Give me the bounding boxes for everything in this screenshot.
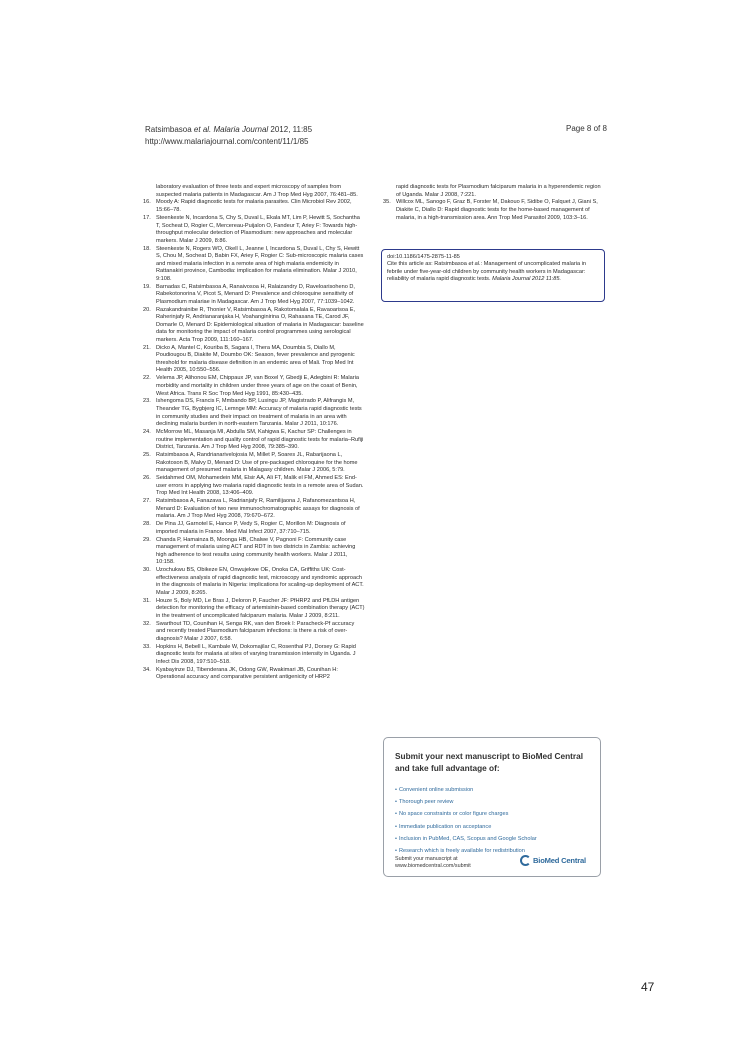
reference-item [143, 375, 365, 398]
reference-item [143, 644, 365, 667]
reference-number: 23. [143, 398, 151, 405]
reference-item [143, 307, 365, 345]
reference-text: Razakandrainibe R, Thonier V, Ratsimbasoa A, Rakotomalala E, Ravaoarisoa E, Raherinjafy R, Andrianaranjaka H, Voahanginirina O, Rahasana TE, Carod JF, Domarle O, Menard D: Epidemiological situation of malaria in Madagascar: baseline data for monitoring the impact of malaria control programmes using serological markers. Acta Trop 2009, 111:160–167. [156, 306, 364, 343]
bullet-icon: • [395, 847, 397, 854]
header-authors: Ratsimbasoa [145, 125, 194, 134]
reference-item [383, 199, 605, 222]
reference-text: De Pina JJ, Garnotel E, Hance P, Vedy S, Rogier C, Morillon M: Diagnosis of imported malaria in France. Med Mal Infect 2007, 37:710–715. [156, 521, 346, 535]
reference-number: 26. [143, 475, 151, 482]
reference-text: Ishengoma DS, Francis F, Mmbando BP, Lusingu JP, Magistrado P, Alifrangis M, Theander TG, Bygbjerg IC, Lemnge MM: Accuracy of malaria rapid diagnostic tests in community studies and their impact on treatment of malaria in an area with declining malaria burden in north-eastern Tanzania. Malar J 2011, 10:176. [156, 398, 362, 428]
reference-number: 29. [143, 536, 151, 543]
benefit-item: • No space constraints or color figure charges [395, 811, 509, 818]
reference-item [143, 498, 365, 521]
bullet-icon: • [395, 835, 397, 842]
reference-number: 33. [143, 643, 151, 650]
reference-item [143, 475, 365, 498]
reference-number: 25. [143, 452, 151, 459]
reference-item [143, 398, 365, 428]
running-header [145, 124, 312, 147]
reference-item [143, 429, 365, 452]
reference-text: Steenkeste N, Rogers WO, Okell L, Jeanne I, Incardona S, Duval L, Chy S, Hewitt S, Chou M, Socheat D, Babin FX, Ariey F, Rogier C: Sub-microscopic malaria cases and mixed malaria infection in a remote area of high malaria endemicity in Rattanakiri province, Cambodia: implication for malaria elimination. Malar J 2010, 9:108. [156, 245, 364, 282]
reference-text: Dicko A, Mantel C, Kouriba B, Sagara I, Thera MA, Doumbia S, Diallo M, Poudiougou B, Diakite M, Doumbo OK: Season, fever prevalence and pyrogenic threshold for malaria disease definition in an endemic area of Mali. Trop Med Int Health 2005, 10:550–556. [156, 344, 355, 374]
header-year-volume: 2012, 11:85 [270, 125, 313, 134]
logo-ring-icon [520, 855, 531, 866]
reference-text: Houze S, Boly MD, Le Bras J, Deloron P, Faucher JF: PfHRP2 and PfLDH antigen detection for monitoring the efficacy of artemisinin-based combination therapy (ACT) in the treatment of uncomplicated falciparum malaria. Malar J 2009, 8:211. [156, 597, 365, 619]
reference-number: 34. [143, 666, 151, 673]
reference-item [143, 452, 365, 475]
cite-text: Cite this article as: Ratsimbasoa et al.: Management of uncomplicated malaria in febrile under five-year-old children by community health workers in Madagascar: reliability of malaria rapid diagnostic tests. Malaria Journal 2012 11:85. [387, 261, 586, 283]
reference-text: Uzochukwu BS, Obikeze EN, Onwujekwe OE, Onoka CA, Griffiths UK: Cost-effectiveness analysis of rapid diagnostic test, microscopy and syndromic approach in the diagnosis of malaria in Nigeria: implications for scaling-up deployment of ACT. Malar J 2009, 8:265. [156, 567, 364, 596]
reference-text: Willcox ML, Sanogo F, Graz B, Forster M, Dakouo F, Sidibe O, Falquet J, Giani S, Diakite C, Diallo D: Rapid diagnostic tests for the home-based management of malaria, in a high-transmission area. Ann Trop Med Parasitol 2009, 103:3–16. [396, 199, 598, 221]
reference-continuation: laboratory evaluation of three tests and expert microscopy of samples from suspected malaria patients in Madagascar. Am J Trop Med Hyg 2007, 76:481–85. [156, 184, 358, 198]
reference-item [143, 284, 365, 307]
reference-item [143, 567, 365, 597]
reference-text: Swarthout TD, Counihan H, Senga RK, van den Broek I: Paracheck-Pf accuracy and recently treated Plasmodium falciparum infections: is there a risk of over-diagnosis? Malar J 2007, 6:58. [156, 620, 355, 642]
submit-link[interactable]: www.biomedcentral.com/submit [395, 863, 471, 869]
benefit-item: • Thorough peer review [395, 799, 454, 806]
benefit-item: • Inclusion in PubMed, CAS, Scopus and Google Scholar [395, 835, 537, 842]
citation-box [381, 249, 605, 302]
reference-text: McMorrow ML, Masanja MI, Abdulla SM, Kahigwa E, Kachur SP: Challenges in routine implementation and quality control of rapid diagnostic tests for malaria–Rufiji District, Tanzania. Am J Trop Med Hyg 2008, 79:385–390. [156, 429, 364, 451]
reference-item [143, 521, 365, 536]
reference-text: Hopkins H, Bebell L, Kambale W, Dokomajilar C, Rosenthal PJ, Dorsey G: Rapid diagnostic tests for malaria at sites of varying transmission intensity in Uganda. J Infect Dis 2008, 197:510–518. [156, 643, 356, 665]
reference-text: Steenkeste N, Incardona S, Chy S, Duval L, Ekala MT, Lim P, Hewitt S, Sochantha T, Socheat D, Rogier C, Mercereau-Puijalon O, Fandeur T, Ariey F: Towards high-throughput molecular detection of Plasmodium: new approaches and molecular markers. Malar J 2009, 8:86. [156, 214, 360, 244]
reference-item [143, 215, 365, 245]
reference-number: 20. [143, 306, 151, 313]
reference-continuation: rapid diagnostic tests for Plasmodium falciparum malaria in a hyperendemic region of Uganda. Malar J 2008, 7:221. [396, 184, 601, 198]
reference-number: 17. [143, 214, 151, 221]
reference-text: Barnadas C, Ratsimbasoa A, Ranaivosoa H, Ralaizandry D, Raveloarisoheno D, Rabekotonorina V, Picot S, Menard D: Prevalence and chloroquine sensitivity of Plasmodium malariae in Madagascar. Am J Trop Med Hyg 2007, 77:1039–1042. [156, 283, 355, 305]
reference-text: Ratsimbasoa A, Fanazava L, Radrianjafy R, Ramilijaona J, Rafanomezantsoa H, Menard D: Evaluation of two new immunochromatographic assays for diagnosis of malaria. Am J Trop Med Hyg 2008, 79:670–672. [156, 498, 360, 520]
benefit-item: • Research which is freely available for redistribution [395, 847, 525, 854]
reference-text: Ratsimbasoa A, Randrianarivelojosia M, Millet P, Soares JL, Rabarijaona L, Rakotoson B, Malvy D, Menard D: Use of pre-packaged chloroquine for the home management of presumed malaria in Malagasy children. Malar J 2006, 5:79. [156, 452, 358, 474]
reference-item [143, 598, 365, 621]
reference-item [143, 667, 365, 682]
reference-number: 27. [143, 498, 151, 505]
header-url[interactable]: http://www.malariajournal.com/content/11/1/85 [145, 136, 309, 146]
reference-text: Velema JP, Alihonou EM, Chippaux JP, van Boxel Y, Gbedji E, Adegbini R: Malaria morbidity and mortality in children under three years of age on the coast of Benin, West Africa. Trans R Soc Trop Med Hyg 1991, 85:430–435. [156, 375, 359, 397]
reference-item [143, 621, 365, 644]
reference-number: 30. [143, 567, 151, 574]
reference-number: 22. [143, 375, 151, 382]
header-et-al: et al. [193, 125, 212, 134]
bullet-icon: • [395, 811, 397, 818]
biomed-central-logo [520, 855, 586, 866]
submit-info: Submit your manuscript at www.biomedcentral.com/submit [395, 856, 471, 869]
reference-item [143, 537, 365, 567]
reference-item [143, 246, 365, 284]
references-right-column [383, 184, 605, 223]
reference-number: 21. [143, 344, 151, 351]
reference-text: Seidahmed OM, Mohamedein MM, Elsir AA, Ali FT, Malik el FM, Ahmed ES: End-user errors in applying two malaria rapid diagnostic tests in a remote area of Sudan. Trop Med Int Health 2008, 13:406–409. [156, 475, 364, 497]
reference-number: 31. [143, 597, 151, 604]
benefit-item: • Immediate publication on acceptance [395, 823, 492, 830]
benefits-list [395, 787, 590, 855]
header-page-indicator: Page 8 of 8 [566, 124, 607, 133]
ad-title: Submit your next manuscript to BioMed Central and take full advantage of: [395, 751, 584, 773]
bullet-icon: • [395, 787, 397, 793]
reference-text: Chanda P, Hamainza B, Moonga HB, Chalwe V, Pagnoni F: Community case management of malaria using ACT and RDT in two districts in Zambia: achieving high adherence to test results using community health workers. Malar J 2011, 10:158. [156, 536, 356, 566]
reference-number: 28. [143, 521, 151, 528]
reference-item [143, 199, 365, 214]
benefit-item: • Convenient online submission [395, 787, 474, 793]
reference-text: Moody A: Rapid diagnostic tests for malaria parasites. Clin Microbiol Rev 2002, 15:66–78. [156, 199, 352, 214]
reference-number: 18. [143, 245, 151, 252]
reference-number: 24. [143, 429, 151, 436]
references-left-column [143, 184, 365, 682]
page-number: 47 [641, 980, 655, 994]
reference-item [143, 345, 365, 375]
reference-text: Kyabayinze DJ, Tibenderana JK, Odong GW, Rwakimari JB, Counihan H: Operational accuracy and comparative persistent antigenicity of HRP2 [156, 666, 338, 681]
reference-number: 32. [143, 620, 151, 627]
bullet-icon: • [395, 799, 397, 806]
biomed-central-ad-box [383, 737, 601, 877]
doi[interactable]: doi:10.1186/1475-2875-11-85 [387, 254, 460, 260]
reference-number: 16. [143, 199, 151, 206]
header-journal: Malaria Journal [211, 125, 271, 134]
logo-text: BioMed Central [533, 856, 586, 865]
reference-number: 19. [143, 283, 151, 290]
bullet-icon: • [395, 823, 397, 830]
reference-number: 35. [383, 199, 391, 206]
